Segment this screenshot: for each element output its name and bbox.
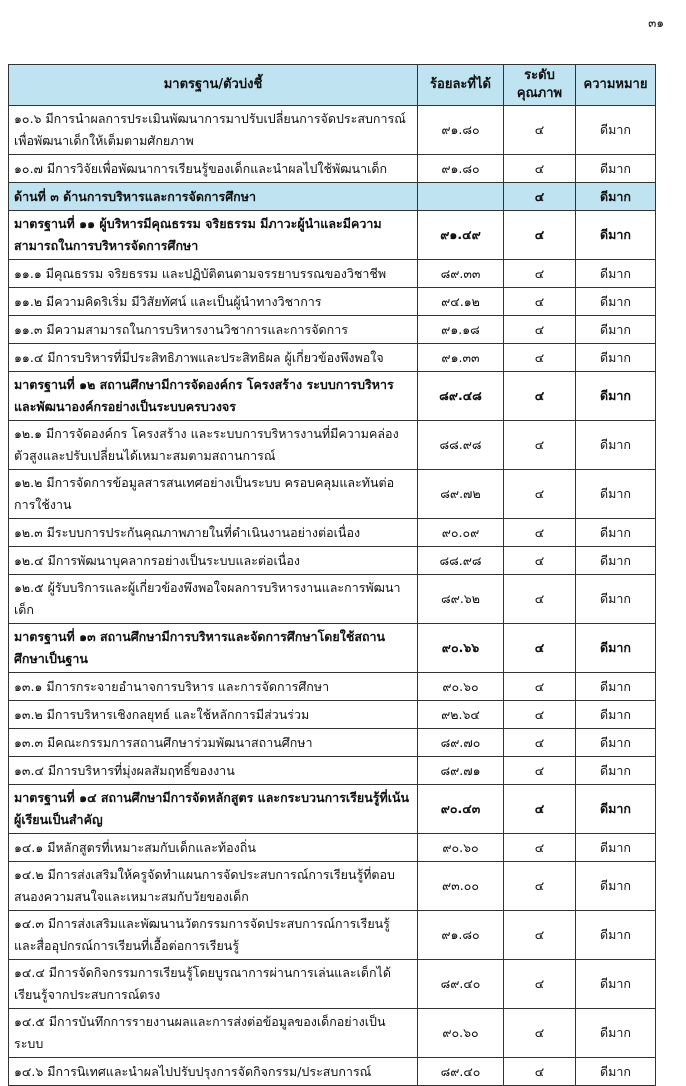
percent-cell: ๙๐.๖๐: [418, 673, 504, 701]
indicator-cell: มาตรฐานที่ ๑๑ ผู้บริหารมีคุณธรรม จริยธรรม มีภาวะผู้นำและมีความสามารถในการบริหารจัดการศึกษา: [9, 211, 418, 260]
table-row: [9, 421, 656, 470]
percent-cell: ๘๙.๖๒: [418, 575, 504, 624]
level-cell: ๔: [504, 757, 576, 785]
percent-cell: ๙๐.๔๓: [418, 785, 504, 834]
meaning-cell: ดีมาก: [576, 470, 656, 519]
indicator-cell: ๑๑.๑ มีคุณธรรม จริยธรรม และปฏิบัติตนตามจรรยาบรรณของวิชาชีพ: [9, 260, 418, 288]
percent-cell: ๙๐.๖๐: [418, 834, 504, 862]
level-cell: ๔: [504, 1009, 576, 1058]
indicator-cell: ๑๔.๖ มีการนิเทศและนำผลไปปรับปรุงการจัดกิจกรรม/ประสบการณ์: [9, 1058, 418, 1086]
indicator-cell: ๑๑.๔ มีการบริหารที่มีประสิทธิภาพและประสิทธิผล ผู้เกี่ยวข้องพึงพอใจ: [9, 344, 418, 372]
meaning-cell: ดีมาก: [576, 260, 656, 288]
level-cell: ๔: [504, 288, 576, 316]
level-cell: ๔: [504, 673, 576, 701]
indicator-cell: ๑๔.๓ มีการส่งเสริมและพัฒนานวัตกรรมการจัดประสบการณ์การเรียนรู้และสื่ออุปกรณ์การเรียนที่เอื้อต่อการเรียนรู้: [9, 911, 418, 960]
standard-row: [9, 372, 656, 421]
meaning-cell: ดีมาก: [576, 575, 656, 624]
table-row: [9, 1009, 656, 1058]
meaning-cell: ดีมาก: [576, 624, 656, 673]
meaning-cell: ดีมาก: [576, 729, 656, 757]
meaning-cell: ดีมาก: [576, 547, 656, 575]
level-cell: ๔: [504, 862, 576, 911]
meaning-cell: ดีมาก: [576, 155, 656, 183]
table-row: [9, 911, 656, 960]
indicator-cell: ๑๓.๔ มีการบริหารที่มุ่งผลสัมฤทธิ์ของงาน: [9, 757, 418, 785]
table-row: [9, 106, 656, 155]
table-row: [9, 673, 656, 701]
table-row: [9, 155, 656, 183]
table-row: [9, 729, 656, 757]
indicator-cell: ๑๑.๓ มีความสามารถในการบริหารงานวิชาการและการจัดการ: [9, 316, 418, 344]
indicator-cell: ๑๑.๒ มีความคิดริเริ่ม มีวิสัยทัศน์ และเป็นผู้นำทางวิชาการ: [9, 288, 418, 316]
level-cell: ๔: [504, 470, 576, 519]
indicator-cell: ๑๐.๗ มีการวิจัยเพื่อพัฒนาการเรียนรู้ของเด็กและนำผลไปใช้พัฒนาเด็ก: [9, 155, 418, 183]
indicator-cell: ๑๔.๕ มีการบันทึกการรายงานผลและการส่งต่อข้อมูลของเด็กอย่างเป็นระบบ: [9, 1009, 418, 1058]
percent-cell: [418, 183, 504, 211]
table-row: [9, 344, 656, 372]
indicator-cell: มาตรฐานที่ ๑๒ สถานศึกษามีการจัดองค์กร โครงสร้าง ระบบการบริหารและพัฒนาองค์กรอย่างเป็นระบบครบวงจร: [9, 372, 418, 421]
meaning-cell: ดีมาก: [576, 316, 656, 344]
percent-cell: ๙๐.๖๖: [418, 624, 504, 673]
percent-cell: ๙๑.๘๐: [418, 911, 504, 960]
header-percent: ร้อยละที่ได้: [418, 65, 504, 106]
percent-cell: ๘๙.๓๓: [418, 260, 504, 288]
standard-row: [9, 785, 656, 834]
table-header-row: [9, 65, 656, 106]
indicator-cell: ๑๓.๒ มีการบริหารเชิงกลยุทธ์ และใช้หลักการมีส่วนร่วม: [9, 701, 418, 729]
level-cell: ๔: [504, 701, 576, 729]
meaning-cell: ดีมาก: [576, 288, 656, 316]
level-cell: ๔: [504, 834, 576, 862]
indicator-cell: ๑๒.๑ มีการจัดองค์กร โครงสร้าง และระบบการบริหารงานที่มีความคล่องตัวสูงและปรับเปลี่ยนได้เหมาะสมตามสถานการณ์: [9, 421, 418, 470]
percent-cell: ๙๑.๘๐: [418, 106, 504, 155]
percent-cell: ๙๐.๖๐: [418, 1009, 504, 1058]
meaning-cell: ดีมาก: [576, 372, 656, 421]
level-cell: ๔: [504, 183, 576, 211]
percent-cell: ๘๙.๔๐: [418, 1058, 504, 1086]
indicator-cell: มาตรฐานที่ ๑๓ สถานศึกษามีการบริหารและจัดการศึกษาโดยใช้สถานศึกษาเป็นฐาน: [9, 624, 418, 673]
header-meaning: ความหมาย: [576, 65, 656, 106]
indicator-cell: ๑๒.๔ มีการพัฒนาบุคลากรอย่างเป็นระบบและต่อเนื่อง: [9, 547, 418, 575]
level-cell: ๔: [504, 911, 576, 960]
percent-cell: ๙๔.๑๒: [418, 288, 504, 316]
meaning-cell: ดีมาก: [576, 106, 656, 155]
meaning-cell: ดีมาก: [576, 211, 656, 260]
level-cell: ๔: [504, 316, 576, 344]
level-cell: ๔: [504, 1058, 576, 1086]
meaning-cell: ดีมาก: [576, 1009, 656, 1058]
meaning-cell: ดีมาก: [576, 911, 656, 960]
header-level: ระดับ คุณภาพ: [504, 65, 576, 106]
table-body: [9, 106, 656, 1086]
level-cell: ๔: [504, 624, 576, 673]
percent-cell: ๘๙.๔๐: [418, 960, 504, 1009]
level-cell: ๔: [504, 547, 576, 575]
indicator-cell: ด้านที่ ๓ ด้านการบริหารและการจัดการศึกษา: [9, 183, 418, 211]
meaning-cell: ดีมาก: [576, 862, 656, 911]
level-cell: ๔: [504, 575, 576, 624]
meaning-cell: ดีมาก: [576, 757, 656, 785]
level-cell: ๔: [504, 106, 576, 155]
percent-cell: ๘๙.๔๘: [418, 372, 504, 421]
indicator-cell: ๑๐.๖ มีการนำผลการประเมินพัฒนาการมาปรับเปลี่ยนการจัดประสบการณ์เพื่อพัฒนาเด็กให้เต็มตามศักยภาพ: [9, 106, 418, 155]
table-row: [9, 519, 656, 547]
percent-cell: ๙๑.๓๓: [418, 344, 504, 372]
indicator-cell: ๑๔.๔ มีการจัดกิจกรรมการเรียนรู้โดยบูรณาการผ่านการเล่นและเด็กได้เรียนรู้จากประสบการณ์ตรง: [9, 960, 418, 1009]
percent-cell: ๙๑.๔๙: [418, 211, 504, 260]
table-row: [9, 547, 656, 575]
table-row: [9, 862, 656, 911]
level-cell: ๔: [504, 960, 576, 1009]
level-cell: ๔: [504, 155, 576, 183]
table-row: [9, 470, 656, 519]
indicator-cell: ๑๔.๒ มีการส่งเสริมให้ครูจัดทำแผนการจัดประสบการณ์การเรียนรู้ที่ตอบสนองความสนใจและเหมาะสมกับวัยของเด็ก: [9, 862, 418, 911]
meaning-cell: ดีมาก: [576, 834, 656, 862]
indicator-cell: ๑๒.๒ มีการจัดการข้อมูลสารสนเทศอย่างเป็นระบบ ครอบคลุมและทันต่อการใช้งาน: [9, 470, 418, 519]
level-cell: ๔: [504, 729, 576, 757]
percent-cell: ๙๒.๖๔: [418, 701, 504, 729]
level-cell: ๔: [504, 211, 576, 260]
table-row: [9, 701, 656, 729]
header-standard: มาตรฐาน/ตัวบ่งชี้: [9, 65, 418, 106]
meaning-cell: ดีมาก: [576, 519, 656, 547]
table-row: [9, 757, 656, 785]
meaning-cell: ดีมาก: [576, 673, 656, 701]
meaning-cell: ดีมาก: [576, 960, 656, 1009]
percent-cell: ๙๑.๘๐: [418, 155, 504, 183]
table-row: [9, 834, 656, 862]
percent-cell: ๙๐.๐๙: [418, 519, 504, 547]
table-row: [9, 1058, 656, 1086]
indicator-cell: ๑๔.๑ มีหลักสูตรที่เหมาะสมกับเด็กและท้องถิ่น: [9, 834, 418, 862]
percent-cell: ๘๙.๗๐: [418, 729, 504, 757]
percent-cell: ๙๑.๑๘: [418, 316, 504, 344]
level-cell: ๔: [504, 421, 576, 470]
percent-cell: ๘๘.๙๘: [418, 421, 504, 470]
indicator-cell: ๑๓.๑ มีการกระจายอำนาจการบริหาร และการจัดการศึกษา: [9, 673, 418, 701]
indicator-cell: ๑๒.๕ ผู้รับบริการและผู้เกี่ยวข้องพึงพอใจผลการบริหารงานและการพัฒนาเด็ก: [9, 575, 418, 624]
level-cell: ๔: [504, 785, 576, 834]
indicator-cell: มาตรฐานที่ ๑๔ สถานศึกษามีการจัดหลักสูตร และกระบวนการเรียนรู้ที่เน้นผู้เรียนเป็นสำคัญ: [9, 785, 418, 834]
standard-row: [9, 211, 656, 260]
level-cell: ๔: [504, 260, 576, 288]
table-row: [9, 260, 656, 288]
page-number: ๓๑: [648, 16, 664, 30]
table-row: [9, 960, 656, 1009]
level-cell: ๔: [504, 519, 576, 547]
meaning-cell: ดีมาก: [576, 421, 656, 470]
percent-cell: ๘๙.๗๑: [418, 757, 504, 785]
level-cell: ๔: [504, 372, 576, 421]
indicator-cell: ๑๒.๓ มีระบบการประกันคุณภาพภายในที่ดำเนินงานอย่างต่อเนื่อง: [9, 519, 418, 547]
level-cell: ๔: [504, 344, 576, 372]
section-row: [9, 183, 656, 211]
percent-cell: ๙๓.๐๐: [418, 862, 504, 911]
table-row: [9, 575, 656, 624]
quality-standards-table: [8, 64, 656, 1086]
table-row: [9, 316, 656, 344]
percent-cell: ๘๙.๗๒: [418, 470, 504, 519]
meaning-cell: ดีมาก: [576, 344, 656, 372]
meaning-cell: ดีมาก: [576, 701, 656, 729]
meaning-cell: ดีมาก: [576, 183, 656, 211]
meaning-cell: ดีมาก: [576, 1058, 656, 1086]
standard-row: [9, 624, 656, 673]
indicator-cell: ๑๓.๓ มีคณะกรรมการสถานศึกษาร่วมพัฒนาสถานศึกษา: [9, 729, 418, 757]
percent-cell: ๘๘.๙๘: [418, 547, 504, 575]
meaning-cell: ดีมาก: [576, 785, 656, 834]
table-row: [9, 288, 656, 316]
